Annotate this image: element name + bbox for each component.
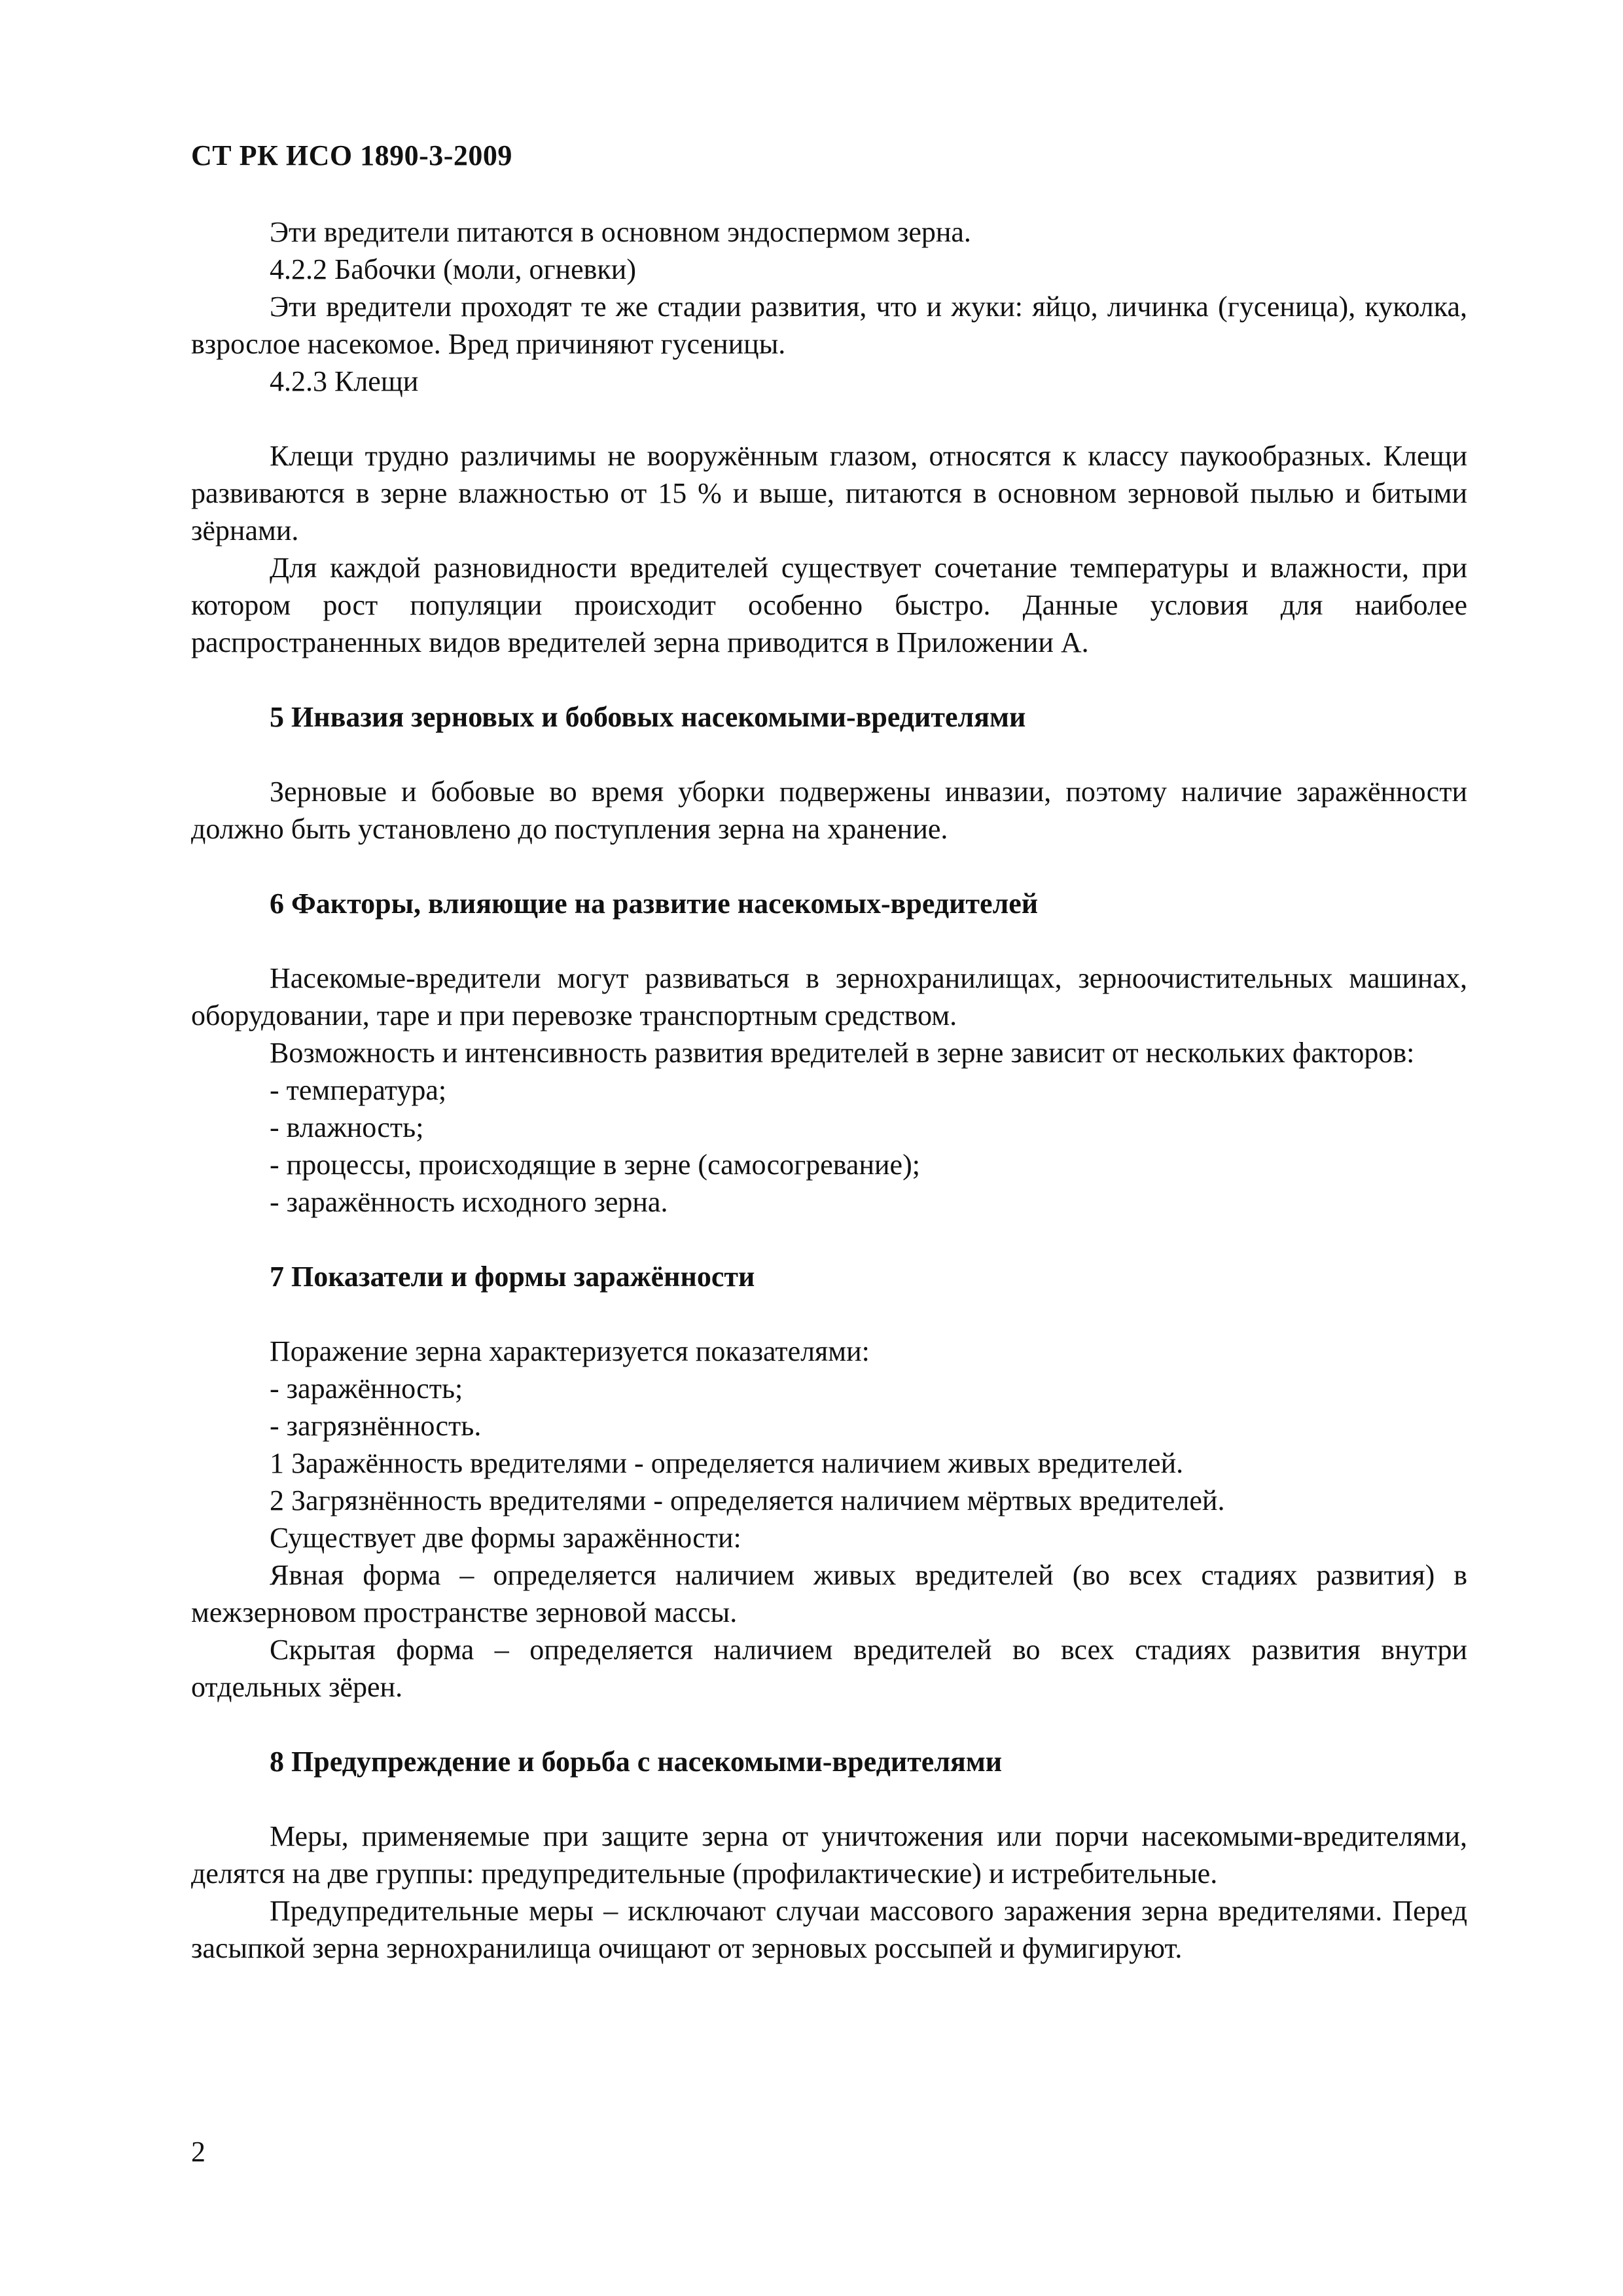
- list-item: - загрязнённость.: [270, 1410, 482, 1442]
- paragraph: Меры, применяемые при защите зерна от уничтожения или порчи насекомыми-вредителями, делятся на две группы: предупредительные (профилактические) и истребительные.: [191, 1820, 1467, 1890]
- section-heading-6: 6 Факторы, влияющие на развитие насекомых-вредителей: [270, 888, 1039, 920]
- document-body: [191, 213, 1467, 1967]
- paragraph: Эти вредители проходят те же стадии развития, что и жуки: яйцо, личинка (гусеница), куколка, взрослое насекомое. Вред причиняют гусеницы.: [191, 291, 1467, 360]
- paragraph: Возможность и интенсивность развития вредителей в зерне зависит от нескольких факторов:: [270, 1037, 1415, 1069]
- list-item: - заражённость исходного зерна.: [270, 1186, 668, 1218]
- definition: 2 Загрязнённость вредителями - определяется наличием мёртвых вредителей.: [270, 1484, 1225, 1516]
- paragraph: Предупредительные меры – исключают случаи массового заражения зерна вредителями. Перед засыпкой зерна зернохранилища очищают от зерновых россыпей и фумигируют.: [191, 1895, 1467, 1964]
- document-header: СТ РК ИСО 1890-3-2009: [191, 139, 512, 171]
- section-heading-5: 5 Инвазия зерновых и бобовых насекомыми-вредителями: [270, 701, 1026, 733]
- paragraph: Клещи трудно различимы не вооружённым глазом, относятся к классу паукообразных. Клещи развиваются в зерне влажностью от 15 % и выше, питаются в основном зерновой пылью и битыми зёрнами.: [191, 440, 1467, 547]
- paragraph: Зерновые и бобовые во время уборки подвержены инвазии, поэтому наличие заражённости должно быть установлено до поступления зерна на хранение.: [191, 776, 1467, 845]
- paragraph: Существует две формы заражённости:: [270, 1522, 741, 1554]
- paragraph: Насекомые-вредители могут развиваться в зернохранилищах, зерноочистительных машинах, оборудовании, таре и при перевозке транспортным средством.: [191, 962, 1467, 1031]
- page-number: 2: [191, 2136, 205, 2168]
- subsection-heading-4-2-2: 4.2.2 Бабочки (моли, огневки): [270, 253, 636, 285]
- subsection-heading-4-2-3: 4.2.3 Клещи: [270, 365, 419, 397]
- list-item: - температура;: [270, 1074, 447, 1106]
- paragraph: Эти вредители питаются в основном эндоспермом зерна.: [270, 216, 971, 248]
- paragraph: Для каждой разновидности вредителей существует сочетание температуры и влажности, при котором рост популяции происходит особенно быстро. Данные условия для наиболее распространенных видов вредителей зерна приводится в Приложении А.: [191, 552, 1467, 658]
- definition: 1 Заражённость вредителями - определяется наличием живых вредителей.: [270, 1447, 1184, 1479]
- section-heading-7: 7 Показатели и формы заражённости: [270, 1261, 755, 1293]
- section-heading-8: 8 Предупреждение и борьба с насекомыми-вредителями: [270, 1746, 1003, 1778]
- paragraph: Явная форма – определяется наличием живых вредителей (во всех стадиях развития) в межзерновом пространстве зерновой массы.: [191, 1559, 1467, 1628]
- paragraph: Поражение зерна характеризуется показателями:: [270, 1335, 870, 1367]
- list-item: - влажность;: [270, 1111, 424, 1143]
- paragraph: Скрытая форма – определяется наличием вредителей во всех стадиях развития внутри отдельных зёрен.: [191, 1634, 1467, 1703]
- list-item: - процессы, происходящие в зерне (самосогревание);: [270, 1149, 920, 1181]
- list-item: - заражённость;: [270, 1372, 463, 1405]
